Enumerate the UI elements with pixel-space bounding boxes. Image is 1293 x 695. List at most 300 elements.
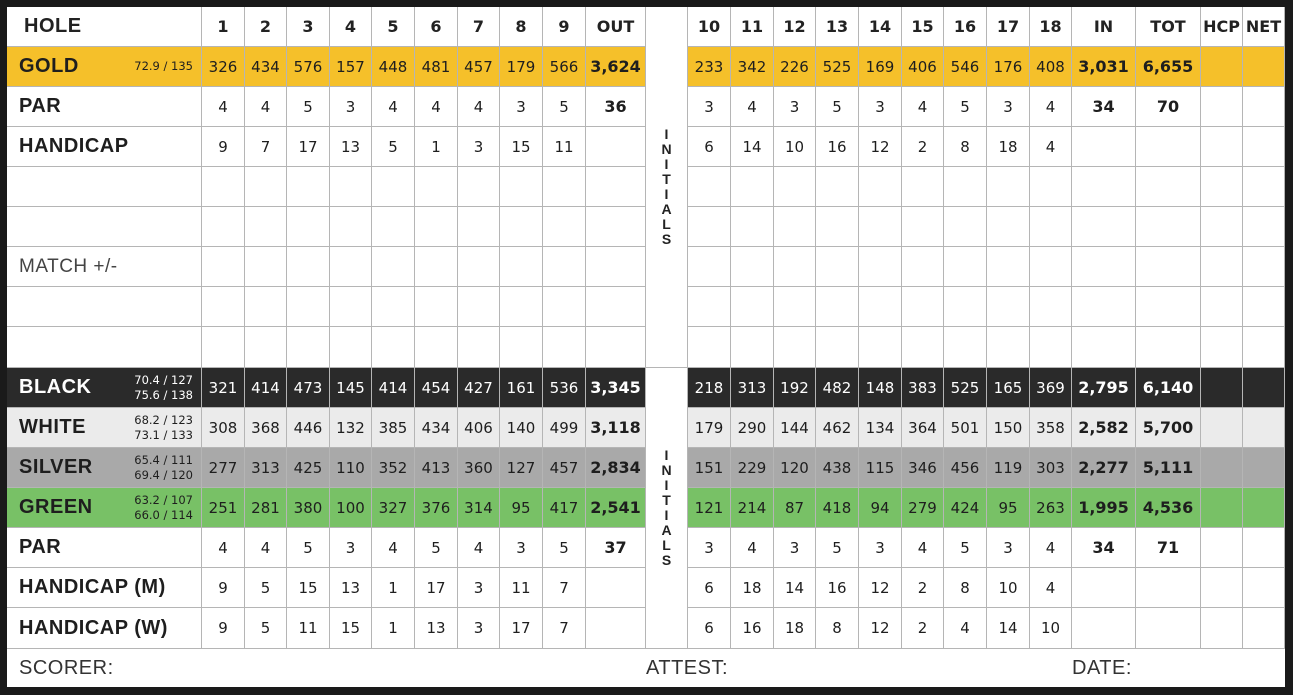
blank-score-cell bbox=[245, 287, 287, 327]
hcp-cell bbox=[1201, 608, 1243, 649]
in-total-cell: 2,582 bbox=[1072, 408, 1136, 448]
in-total-cell: 2,277 bbox=[1072, 448, 1136, 488]
hole-1-cell: 1 bbox=[202, 7, 245, 47]
blank-score-cell bbox=[1136, 167, 1201, 207]
blank-score-cell bbox=[500, 247, 543, 287]
in-total-cell: 34 bbox=[1072, 528, 1136, 568]
blank-score-cell bbox=[1030, 167, 1072, 207]
blank-score-cell bbox=[458, 327, 500, 368]
out-total-cell: 3,345 bbox=[586, 368, 646, 408]
hole-8-cell: 127 bbox=[500, 448, 543, 488]
hole-15-cell: 383 bbox=[902, 368, 944, 408]
hole-8-cell: 15 bbox=[500, 127, 543, 167]
hole-15-cell: 2 bbox=[902, 127, 944, 167]
hole-11-cell: 229 bbox=[731, 448, 774, 488]
hole-4-cell: 13 bbox=[330, 568, 372, 608]
initials-letter: T bbox=[662, 492, 671, 508]
blank-score-cell bbox=[245, 207, 287, 247]
blank-score-cell bbox=[330, 247, 372, 287]
hole-14-cell: 14 bbox=[859, 7, 902, 47]
out-total-cell bbox=[586, 568, 646, 608]
hole-1-cell: 9 bbox=[202, 568, 245, 608]
grand-total-cell: 71 bbox=[1136, 528, 1201, 568]
net-cell bbox=[1243, 568, 1285, 608]
row-name: WHITE bbox=[19, 416, 86, 438]
hole-3-cell: 11 bbox=[287, 608, 330, 649]
out-total-cell bbox=[586, 127, 646, 167]
hole-12-cell: 192 bbox=[774, 368, 816, 408]
hole-16-cell: 5 bbox=[944, 528, 987, 568]
blank-score-cell bbox=[1243, 247, 1285, 287]
grand-total-cell: 6,140 bbox=[1136, 368, 1201, 408]
net-cell bbox=[1243, 608, 1285, 649]
blank-score-cell bbox=[372, 167, 415, 207]
hole-4-cell: 100 bbox=[330, 488, 372, 528]
hole-13-cell: 5 bbox=[816, 87, 859, 127]
blank-score-cell bbox=[415, 247, 458, 287]
blank-score-cell bbox=[586, 327, 646, 368]
hole-9-cell: 536 bbox=[543, 368, 586, 408]
rating-line: 72.9 / 135 bbox=[134, 59, 193, 73]
hole-13-cell: 525 bbox=[816, 47, 859, 87]
initials-letter: L bbox=[662, 216, 671, 232]
blank-score-cell bbox=[1136, 207, 1201, 247]
hole-4-cell: 110 bbox=[330, 448, 372, 488]
blank-score-cell bbox=[902, 247, 944, 287]
net-cell bbox=[1243, 47, 1285, 87]
initials-column-top bbox=[646, 7, 688, 368]
row-name: GREEN bbox=[19, 496, 93, 518]
hcp-cell bbox=[1201, 448, 1243, 488]
hole-15-cell: 406 bbox=[902, 47, 944, 87]
hole-7-cell: 3 bbox=[458, 568, 500, 608]
hole-13-cell: 5 bbox=[816, 528, 859, 568]
blank-score-cell bbox=[202, 167, 245, 207]
blank-score-cell bbox=[415, 327, 458, 368]
blank-score-cell bbox=[458, 247, 500, 287]
hole-6-cell: 413 bbox=[415, 448, 458, 488]
net-cell bbox=[1243, 528, 1285, 568]
hole-12-cell: 12 bbox=[774, 7, 816, 47]
grand-total-cell bbox=[1136, 127, 1201, 167]
blank-score-cell bbox=[774, 207, 816, 247]
blank-score-cell bbox=[287, 327, 330, 368]
blank-score-cell bbox=[202, 327, 245, 368]
hole-17-cell: 176 bbox=[987, 47, 1030, 87]
blank-score-cell bbox=[859, 287, 902, 327]
blank-score-cell bbox=[7, 167, 202, 207]
hole-13-cell: 482 bbox=[816, 368, 859, 408]
row-label bbox=[7, 448, 202, 488]
hcp-cell bbox=[1201, 47, 1243, 87]
blank-score-cell bbox=[500, 287, 543, 327]
grand-total-cell: 4,536 bbox=[1136, 488, 1201, 528]
net-cell: NET bbox=[1243, 7, 1285, 47]
initials-letter: S bbox=[661, 552, 672, 568]
out-total-cell bbox=[586, 608, 646, 649]
hole-10-cell: 151 bbox=[688, 448, 731, 488]
hole-3-cell: 380 bbox=[287, 488, 330, 528]
net-cell bbox=[1243, 488, 1285, 528]
blank-score-cell bbox=[1072, 327, 1136, 368]
row-name: PAR bbox=[19, 95, 62, 117]
blank-score-cell bbox=[731, 207, 774, 247]
row-label bbox=[7, 7, 202, 47]
blank-score-cell bbox=[987, 247, 1030, 287]
blank-score-cell bbox=[731, 167, 774, 207]
hole-11-cell: 11 bbox=[731, 7, 774, 47]
hole-13-cell: 13 bbox=[816, 7, 859, 47]
hole-12-cell: 10 bbox=[774, 127, 816, 167]
blank-score-cell bbox=[987, 287, 1030, 327]
blank-score-cell bbox=[944, 247, 987, 287]
blank-score-cell bbox=[7, 287, 202, 327]
row-label bbox=[7, 127, 202, 167]
in-total-cell: 3,031 bbox=[1072, 47, 1136, 87]
hole-7-cell: 4 bbox=[458, 87, 500, 127]
hole-12-cell: 87 bbox=[774, 488, 816, 528]
hole-11-cell: 4 bbox=[731, 528, 774, 568]
hole-2-cell: 5 bbox=[245, 608, 287, 649]
blank-score-cell bbox=[859, 327, 902, 368]
hole-3-cell: 576 bbox=[287, 47, 330, 87]
hole-5-cell: 448 bbox=[372, 47, 415, 87]
hole-8-cell: 179 bbox=[500, 47, 543, 87]
hole-16-cell: 424 bbox=[944, 488, 987, 528]
rating-line: 69.4 / 120 bbox=[134, 467, 193, 482]
blank-score-cell bbox=[987, 167, 1030, 207]
blank-score-cell bbox=[245, 327, 287, 368]
hole-16-cell: 501 bbox=[944, 408, 987, 448]
hole-14-cell: 12 bbox=[859, 568, 902, 608]
hole-12-cell: 144 bbox=[774, 408, 816, 448]
blank-score-cell bbox=[330, 207, 372, 247]
hole-18-cell: 263 bbox=[1030, 488, 1072, 528]
blank-score-cell bbox=[1201, 287, 1243, 327]
hcp-cell bbox=[1201, 127, 1243, 167]
hole-17-cell: 95 bbox=[987, 488, 1030, 528]
blank-score-cell bbox=[902, 167, 944, 207]
hole-13-cell: 418 bbox=[816, 488, 859, 528]
hole-17-cell: 165 bbox=[987, 368, 1030, 408]
hole-13-cell: 8 bbox=[816, 608, 859, 649]
hole-10-cell: 6 bbox=[688, 568, 731, 608]
hole-18-cell: 4 bbox=[1030, 87, 1072, 127]
blank-score-cell bbox=[774, 327, 816, 368]
hole-1-cell: 326 bbox=[202, 47, 245, 87]
hole-16-cell: 525 bbox=[944, 368, 987, 408]
rating-line: 66.0 / 114 bbox=[134, 507, 193, 522]
blank-score-cell bbox=[816, 247, 859, 287]
blank-score-cell bbox=[859, 167, 902, 207]
hole-5-cell: 4 bbox=[372, 528, 415, 568]
blank-score-cell bbox=[902, 287, 944, 327]
hole-17-cell: 10 bbox=[987, 568, 1030, 608]
hole-3-cell: 425 bbox=[287, 448, 330, 488]
hole-6-cell: 1 bbox=[415, 127, 458, 167]
hole-5-cell: 352 bbox=[372, 448, 415, 488]
blank-score-cell bbox=[415, 167, 458, 207]
hole-6-cell: 13 bbox=[415, 608, 458, 649]
hole-3-cell: 15 bbox=[287, 568, 330, 608]
blank-score-cell bbox=[688, 247, 731, 287]
hole-14-cell: 12 bbox=[859, 127, 902, 167]
row-name: HANDICAP (M) bbox=[19, 576, 166, 598]
hole-6-cell: 481 bbox=[415, 47, 458, 87]
initials-letter: N bbox=[661, 462, 672, 478]
blank-score-cell bbox=[500, 167, 543, 207]
out-total-cell: 3,624 bbox=[586, 47, 646, 87]
hole-8-cell: 140 bbox=[500, 408, 543, 448]
initials-letter: I bbox=[664, 126, 669, 142]
hole-16-cell: 8 bbox=[944, 568, 987, 608]
blank-score-cell bbox=[543, 167, 586, 207]
hole-6-cell: 454 bbox=[415, 368, 458, 408]
in-total-cell: 1,995 bbox=[1072, 488, 1136, 528]
in-total-cell: 2,795 bbox=[1072, 368, 1136, 408]
grand-total-cell bbox=[1136, 568, 1201, 608]
hole-11-cell: 16 bbox=[731, 608, 774, 649]
date-label: DATE: bbox=[1072, 656, 1132, 679]
grand-total-cell: 70 bbox=[1136, 87, 1201, 127]
hole-1-cell: 308 bbox=[202, 408, 245, 448]
hole-8-cell: 8 bbox=[500, 7, 543, 47]
blank-score-cell bbox=[202, 207, 245, 247]
blank-score-cell bbox=[586, 287, 646, 327]
hole-15-cell: 2 bbox=[902, 568, 944, 608]
hole-10-cell: 121 bbox=[688, 488, 731, 528]
hole-7-cell: 427 bbox=[458, 368, 500, 408]
course-rating-slope bbox=[134, 408, 193, 447]
in-total-cell: IN bbox=[1072, 7, 1136, 47]
blank-score-cell bbox=[1072, 207, 1136, 247]
blank-score-cell bbox=[372, 287, 415, 327]
blank-score-cell bbox=[816, 167, 859, 207]
blank-score-cell bbox=[1243, 327, 1285, 368]
hole-14-cell: 3 bbox=[859, 87, 902, 127]
initials-letter: N bbox=[661, 141, 672, 157]
hole-2-cell: 4 bbox=[245, 528, 287, 568]
hole-10-cell: 218 bbox=[688, 368, 731, 408]
in-total-cell bbox=[1072, 608, 1136, 649]
initials-letter: I bbox=[664, 186, 669, 202]
hole-2-cell: 7 bbox=[245, 127, 287, 167]
blank-score-cell bbox=[1030, 207, 1072, 247]
blank-score-cell bbox=[330, 327, 372, 368]
hole-6-cell: 17 bbox=[415, 568, 458, 608]
hole-9-cell: 5 bbox=[543, 528, 586, 568]
hole-4-cell: 3 bbox=[330, 528, 372, 568]
blank-score-cell bbox=[1072, 287, 1136, 327]
grand-total-cell: 6,655 bbox=[1136, 47, 1201, 87]
hole-6-cell: 6 bbox=[415, 7, 458, 47]
hole-13-cell: 462 bbox=[816, 408, 859, 448]
initials-letter: I bbox=[664, 447, 669, 463]
hole-14-cell: 148 bbox=[859, 368, 902, 408]
hole-8-cell: 3 bbox=[500, 87, 543, 127]
blank-score-cell bbox=[688, 287, 731, 327]
blank-score-cell bbox=[543, 247, 586, 287]
blank-score-cell bbox=[458, 287, 500, 327]
blank-score-cell bbox=[944, 167, 987, 207]
row-name: GOLD bbox=[19, 55, 79, 77]
row-name: HANDICAP (W) bbox=[19, 616, 168, 639]
row-label bbox=[7, 408, 202, 448]
hole-15-cell: 346 bbox=[902, 448, 944, 488]
grand-total-cell: 5,700 bbox=[1136, 408, 1201, 448]
hole-6-cell: 434 bbox=[415, 408, 458, 448]
rating-line: 65.4 / 111 bbox=[134, 452, 193, 467]
hole-4-cell: 4 bbox=[330, 7, 372, 47]
hole-13-cell: 16 bbox=[816, 568, 859, 608]
row-name: BLACK bbox=[19, 376, 92, 398]
blank-score-cell bbox=[816, 287, 859, 327]
hole-10-cell: 3 bbox=[688, 528, 731, 568]
out-total-cell: OUT bbox=[586, 7, 646, 47]
hole-2-cell: 368 bbox=[245, 408, 287, 448]
blank-score-cell bbox=[944, 287, 987, 327]
hole-8-cell: 161 bbox=[500, 368, 543, 408]
hole-18-cell: 4 bbox=[1030, 127, 1072, 167]
hole-9-cell: 457 bbox=[543, 448, 586, 488]
hole-18-cell: 4 bbox=[1030, 528, 1072, 568]
hole-12-cell: 3 bbox=[774, 528, 816, 568]
hole-9-cell: 11 bbox=[543, 127, 586, 167]
blank-score-cell bbox=[245, 167, 287, 207]
hole-9-cell: 7 bbox=[543, 568, 586, 608]
hole-5-cell: 1 bbox=[372, 568, 415, 608]
blank-score-cell bbox=[330, 167, 372, 207]
hole-14-cell: 115 bbox=[859, 448, 902, 488]
hcp-cell bbox=[1201, 488, 1243, 528]
blank-score-cell bbox=[245, 247, 287, 287]
blank-score-cell bbox=[287, 287, 330, 327]
hole-17-cell: 119 bbox=[987, 448, 1030, 488]
hcp-cell bbox=[1201, 87, 1243, 127]
hole-14-cell: 94 bbox=[859, 488, 902, 528]
hole-12-cell: 226 bbox=[774, 47, 816, 87]
blank-score-cell bbox=[1030, 287, 1072, 327]
hole-5-cell: 414 bbox=[372, 368, 415, 408]
hole-18-cell: 18 bbox=[1030, 7, 1072, 47]
attest-label: ATTEST: bbox=[646, 656, 729, 679]
hole-17-cell: 17 bbox=[987, 7, 1030, 47]
blank-score-cell bbox=[944, 327, 987, 368]
hole-8-cell: 95 bbox=[500, 488, 543, 528]
hole-16-cell: 456 bbox=[944, 448, 987, 488]
hole-5-cell: 1 bbox=[372, 608, 415, 649]
blank-score-cell bbox=[1201, 207, 1243, 247]
blank-score-cell bbox=[1243, 207, 1285, 247]
hole-11-cell: 290 bbox=[731, 408, 774, 448]
blank-score-cell bbox=[372, 207, 415, 247]
hole-12-cell: 14 bbox=[774, 568, 816, 608]
hole-16-cell: 16 bbox=[944, 7, 987, 47]
hole-3-cell: 5 bbox=[287, 87, 330, 127]
row-label bbox=[7, 568, 202, 608]
hole-18-cell: 4 bbox=[1030, 568, 1072, 608]
hole-15-cell: 15 bbox=[902, 7, 944, 47]
hole-8-cell: 17 bbox=[500, 608, 543, 649]
blank-score-cell bbox=[731, 327, 774, 368]
blank-score-cell bbox=[816, 207, 859, 247]
initials-letter: S bbox=[661, 231, 672, 247]
hole-7-cell: 406 bbox=[458, 408, 500, 448]
hole-6-cell: 4 bbox=[415, 87, 458, 127]
hole-17-cell: 150 bbox=[987, 408, 1030, 448]
initials-letter: T bbox=[662, 171, 671, 187]
blank-score-cell bbox=[731, 287, 774, 327]
hole-7-cell: 457 bbox=[458, 47, 500, 87]
blank-score-cell bbox=[7, 207, 202, 247]
blank-score-cell bbox=[330, 287, 372, 327]
hole-6-cell: 5 bbox=[415, 528, 458, 568]
net-cell bbox=[1243, 448, 1285, 488]
hole-14-cell: 3 bbox=[859, 528, 902, 568]
hole-17-cell: 3 bbox=[987, 528, 1030, 568]
hole-5-cell: 5 bbox=[372, 7, 415, 47]
blank-score-cell bbox=[7, 327, 202, 368]
hole-10-cell: 233 bbox=[688, 47, 731, 87]
blank-score-cell bbox=[1136, 247, 1201, 287]
blank-score-cell bbox=[202, 247, 245, 287]
initials-letter: L bbox=[662, 537, 671, 553]
blank-score-cell bbox=[688, 167, 731, 207]
hole-1-cell: 277 bbox=[202, 448, 245, 488]
hole-4-cell: 3 bbox=[330, 87, 372, 127]
hole-11-cell: 18 bbox=[731, 568, 774, 608]
row-name: HOLE bbox=[24, 15, 82, 37]
hole-3-cell: 17 bbox=[287, 127, 330, 167]
net-cell bbox=[1243, 368, 1285, 408]
hole-9-cell: 499 bbox=[543, 408, 586, 448]
hole-18-cell: 369 bbox=[1030, 368, 1072, 408]
scorer-label: SCORER: bbox=[19, 656, 114, 679]
initials-letter: A bbox=[661, 522, 672, 538]
row-label bbox=[7, 87, 202, 127]
hole-5-cell: 327 bbox=[372, 488, 415, 528]
hole-8-cell: 11 bbox=[500, 568, 543, 608]
hole-2-cell: 281 bbox=[245, 488, 287, 528]
hole-10-cell: 6 bbox=[688, 608, 731, 649]
hole-1-cell: 251 bbox=[202, 488, 245, 528]
blank-score-cell bbox=[859, 247, 902, 287]
blank-score-cell bbox=[287, 247, 330, 287]
blank-score-cell bbox=[1030, 247, 1072, 287]
hole-11-cell: 313 bbox=[731, 368, 774, 408]
hole-15-cell: 4 bbox=[902, 528, 944, 568]
hole-16-cell: 5 bbox=[944, 87, 987, 127]
hole-15-cell: 364 bbox=[902, 408, 944, 448]
blank-score-cell bbox=[902, 207, 944, 247]
hole-8-cell: 3 bbox=[500, 528, 543, 568]
blank-score-cell bbox=[774, 247, 816, 287]
hole-11-cell: 214 bbox=[731, 488, 774, 528]
row-label bbox=[7, 608, 202, 649]
blank-score-cell bbox=[586, 247, 646, 287]
hcp-cell bbox=[1201, 568, 1243, 608]
out-total-cell: 2,541 bbox=[586, 488, 646, 528]
match-plus-minus-label: MATCH +/- bbox=[7, 247, 202, 287]
blank-score-cell bbox=[987, 207, 1030, 247]
blank-score-cell bbox=[586, 207, 646, 247]
hole-18-cell: 10 bbox=[1030, 608, 1072, 649]
grand-total-cell bbox=[1136, 608, 1201, 649]
hole-7-cell: 7 bbox=[458, 7, 500, 47]
out-total-cell: 2,834 bbox=[586, 448, 646, 488]
hole-3-cell: 446 bbox=[287, 408, 330, 448]
blank-score-cell bbox=[500, 207, 543, 247]
